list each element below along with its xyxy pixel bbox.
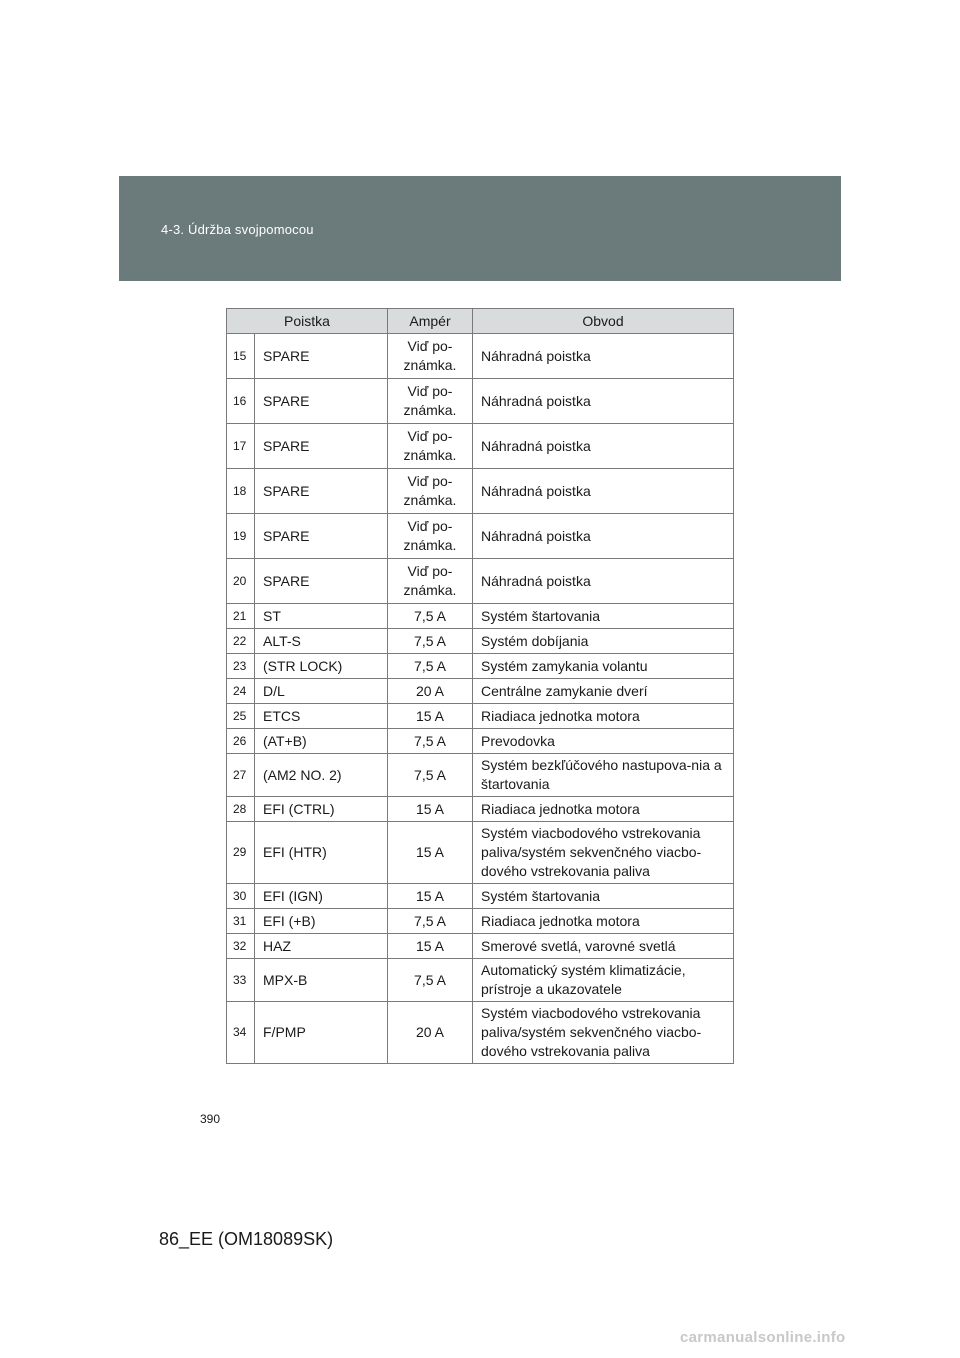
fuse-name-cell: MPX-B — [255, 959, 388, 1002]
circuit-cell: Systém viacbodového vstrekovania paliva/systém sekvenčného viacbo-dového vstrekovania paliva — [473, 1002, 734, 1064]
fuse-name-cell: (AM2 NO. 2) — [255, 754, 388, 797]
fuse-name-cell: (STR LOCK) — [255, 654, 388, 679]
circuit-cell: Systém štartovania — [473, 604, 734, 629]
fuse-number-cell: 25 — [227, 704, 255, 729]
circuit-cell: Náhradná poistka — [473, 469, 734, 514]
table-row — [227, 604, 734, 629]
table-row — [227, 559, 734, 604]
circuit-cell: Náhradná poistka — [473, 514, 734, 559]
section-title: 4-3. Údržba svojpomocou — [161, 222, 314, 237]
amperage-cell: 15 A — [388, 822, 473, 884]
circuit-cell: Náhradná poistka — [473, 334, 734, 379]
amperage-cell: Viď po- známka. — [388, 469, 473, 514]
table-row — [227, 934, 734, 959]
fuse-number-cell: 23 — [227, 654, 255, 679]
fuse-number-cell: 17 — [227, 424, 255, 469]
table-row — [227, 754, 734, 797]
table-row — [227, 654, 734, 679]
table-row — [227, 797, 734, 822]
circuit-cell: Systém zamykania volantu — [473, 654, 734, 679]
table-row — [227, 629, 734, 654]
table-row — [227, 1002, 734, 1064]
fuse-number-cell: 21 — [227, 604, 255, 629]
fuse-name-cell: SPARE — [255, 334, 388, 379]
fuse-name-cell: SPARE — [255, 379, 388, 424]
document-code: 86_EE (OM18089SK) — [159, 1229, 334, 1249]
table-header-row — [227, 309, 734, 334]
amperage-cell: Viď po- známka. — [388, 424, 473, 469]
fuse-name-cell: F/PMP — [255, 1002, 388, 1064]
column-header-amp: Ampér — [388, 309, 473, 334]
fuse-name-cell: SPARE — [255, 514, 388, 559]
fuse-name-cell: SPARE — [255, 424, 388, 469]
fuse-number-cell: 31 — [227, 909, 255, 934]
circuit-cell: Riadiaca jednotka motora — [473, 704, 734, 729]
amperage-cell: 15 A — [388, 704, 473, 729]
fuse-number-cell: 24 — [227, 679, 255, 704]
amperage-cell: 20 A — [388, 679, 473, 704]
circuit-cell: Systém bezkľúčového nastupova-nia a štartovania — [473, 754, 734, 797]
fuse-number-cell: 34 — [227, 1002, 255, 1064]
fuse-name-cell: EFI (+B) — [255, 909, 388, 934]
table-row — [227, 379, 734, 424]
amperage-cell: 15 A — [388, 934, 473, 959]
circuit-cell: Riadiaca jednotka motora — [473, 909, 734, 934]
fuse-name-cell: EFI (HTR) — [255, 822, 388, 884]
fuse-number-cell: 33 — [227, 959, 255, 1002]
fuse-name-cell: ST — [255, 604, 388, 629]
fuse-name-cell: EFI (CTRL) — [255, 797, 388, 822]
table-row — [227, 959, 734, 1002]
amperage-cell: 20 A — [388, 1002, 473, 1064]
column-header-fuse: Poistka — [227, 309, 388, 334]
amperage-cell: 7,5 A — [388, 654, 473, 679]
table-row — [227, 704, 734, 729]
fuse-table — [226, 308, 734, 1064]
watermark: carmanualsonline.info — [680, 1329, 846, 1346]
fuse-number-cell: 28 — [227, 797, 255, 822]
fuse-name-cell: (AT+B) — [255, 729, 388, 754]
amperage-cell: Viď po- známka. — [388, 559, 473, 604]
fuse-number-cell: 27 — [227, 754, 255, 797]
circuit-cell: Riadiaca jednotka motora — [473, 797, 734, 822]
fuse-number-cell: 19 — [227, 514, 255, 559]
amperage-cell: 15 A — [388, 797, 473, 822]
amperage-cell: 7,5 A — [388, 604, 473, 629]
fuse-table-body — [227, 334, 734, 1064]
circuit-cell: Systém viacbodového vstrekovania paliva/systém sekvenčného viacbo-dového vstrekovania paliva — [473, 822, 734, 884]
table-row — [227, 514, 734, 559]
fuse-number-cell: 15 — [227, 334, 255, 379]
table-row — [227, 679, 734, 704]
amperage-cell: 7,5 A — [388, 729, 473, 754]
fuse-number-cell: 26 — [227, 729, 255, 754]
section-header-band — [119, 176, 841, 281]
amperage-cell: Viď po- známka. — [388, 379, 473, 424]
table-row — [227, 884, 734, 909]
fuse-number-cell: 32 — [227, 934, 255, 959]
amperage-cell: Viď po- známka. — [388, 334, 473, 379]
circuit-cell: Automatický systém klimatizácie, prístroje a ukazovatele — [473, 959, 734, 1002]
fuse-number-cell: 16 — [227, 379, 255, 424]
circuit-cell: Náhradná poistka — [473, 379, 734, 424]
amperage-cell: 7,5 A — [388, 754, 473, 797]
fuse-name-cell: HAZ — [255, 934, 388, 959]
fuse-number-cell: 18 — [227, 469, 255, 514]
table-row — [227, 469, 734, 514]
amperage-cell: 7,5 A — [388, 909, 473, 934]
circuit-cell: Náhradná poistka — [473, 424, 734, 469]
table-row — [227, 822, 734, 884]
fuse-number-cell: 20 — [227, 559, 255, 604]
fuse-name-cell: ETCS — [255, 704, 388, 729]
fuse-name-cell: EFI (IGN) — [255, 884, 388, 909]
circuit-cell: Centrálne zamykanie dverí — [473, 679, 734, 704]
amperage-cell: 7,5 A — [388, 959, 473, 1002]
circuit-cell: Prevodovka — [473, 729, 734, 754]
amperage-cell: Viď po- známka. — [388, 514, 473, 559]
circuit-cell: Systém dobíjania — [473, 629, 734, 654]
fuse-name-cell: SPARE — [255, 559, 388, 604]
amperage-cell: 7,5 A — [388, 629, 473, 654]
circuit-cell: Smerové svetlá, varovné svetlá — [473, 934, 734, 959]
fuse-number-cell: 22 — [227, 629, 255, 654]
fuse-number-cell: 30 — [227, 884, 255, 909]
circuit-cell: Náhradná poistka — [473, 559, 734, 604]
table-row — [227, 729, 734, 754]
fuse-name-cell: D/L — [255, 679, 388, 704]
fuse-number-cell: 29 — [227, 822, 255, 884]
table-row — [227, 424, 734, 469]
table-row — [227, 909, 734, 934]
amperage-cell: 15 A — [388, 884, 473, 909]
fuse-name-cell: SPARE — [255, 469, 388, 514]
column-header-circuit: Obvod — [473, 309, 734, 334]
fuse-name-cell: ALT-S — [255, 629, 388, 654]
table-row — [227, 334, 734, 379]
circuit-cell: Systém štartovania — [473, 884, 734, 909]
page-number: 390 — [200, 1112, 221, 1126]
